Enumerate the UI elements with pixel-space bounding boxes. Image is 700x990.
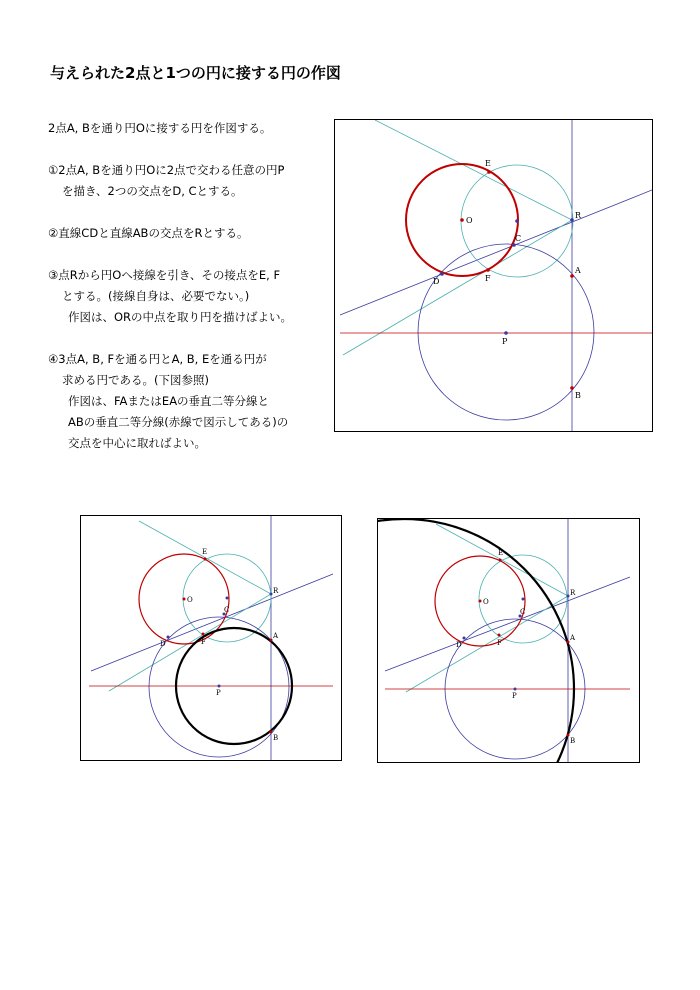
point-e (204, 558, 207, 561)
point-b (570, 386, 574, 390)
label-b: B (570, 737, 576, 745)
line-cd (385, 577, 630, 671)
gap (48, 139, 338, 160)
label-e: E (498, 549, 504, 557)
label-b: B (273, 734, 279, 742)
point-r (570, 218, 574, 222)
instruction-line: ②直線CDと直線ABの交点をRとする。 (48, 226, 249, 240)
instructions (48, 118, 338, 454)
tangent-line-e (375, 120, 572, 220)
point-f (202, 633, 205, 636)
label-e: E (485, 159, 491, 168)
gap (48, 202, 338, 223)
label-o: O (187, 596, 193, 604)
label-d: D (433, 277, 440, 286)
label-r: R (273, 587, 279, 595)
point-p (514, 688, 517, 691)
label-c: C (224, 606, 230, 614)
point-a (570, 274, 574, 278)
point-c (512, 243, 516, 247)
figure-solution-2-svg (378, 519, 639, 762)
point-d (463, 637, 466, 640)
line-cd (91, 574, 333, 671)
point-o (460, 218, 464, 222)
point-e (499, 559, 502, 562)
label-r: R (570, 589, 576, 597)
point-d (440, 272, 444, 276)
label-a: A (570, 634, 576, 642)
label-c: C (520, 608, 526, 616)
point-f (498, 634, 501, 637)
gap (48, 328, 338, 349)
label-a: A (575, 266, 581, 275)
point-mid (226, 597, 229, 600)
instruction-line: 作図は、ORの中点を取り円を描けばよい。 (68, 310, 293, 324)
figure-solution-1 (80, 515, 342, 761)
tangent-line-f (109, 594, 271, 691)
point-o (183, 598, 186, 601)
label-f: F (485, 274, 491, 283)
point-mid (515, 219, 519, 223)
instruction-line: ABの垂直二等分線(赤線で図示してある)の (68, 415, 289, 429)
point-d (167, 636, 170, 639)
tangent-line-f (406, 596, 568, 692)
point-o (479, 600, 482, 603)
page-title: 与えられた2点と1つの円に接する円の作図 (50, 64, 341, 82)
label-p: P (502, 337, 508, 346)
instruction-line: ③点Rから円Oへ接線を引き、その接点をE, F (48, 268, 281, 282)
instruction-line: ①2点A, Bを通り円Oに2点で交わる任意の円P (48, 163, 285, 177)
figure-solution-1-svg (81, 516, 341, 760)
instruction-line: ④3点A, B, Fを通る円とA, B, Eを通る円が (48, 352, 267, 366)
label-a: A (273, 632, 279, 640)
figure-construction (334, 119, 653, 432)
instruction-line: を描き、2つの交点をD, Cとする。 (62, 184, 243, 198)
figure-solution-2 (377, 518, 640, 763)
label-p: P (512, 692, 517, 700)
point-e (487, 170, 491, 174)
label-c: C (515, 234, 522, 243)
label-f: F (497, 639, 502, 647)
label-f: F (201, 638, 206, 646)
answer-circle (378, 519, 574, 762)
gap (48, 244, 338, 265)
label-r: R (575, 211, 582, 220)
instruction-line: 交点を中心に取ればよい。 (68, 436, 206, 450)
tangent-line-f (343, 220, 572, 355)
instruction-line: とする。(接線自身は、必要でない。) (62, 289, 250, 303)
label-o: O (483, 598, 489, 606)
label-e: E (202, 548, 208, 556)
figure-construction-svg (335, 120, 652, 431)
label-o: O (466, 216, 473, 225)
point-p (504, 331, 508, 335)
label-d: D (456, 641, 462, 649)
point-f (486, 268, 490, 272)
label-b: B (575, 391, 581, 400)
instruction-line: 作図は、FAまたはEAの垂直二等分線と (68, 394, 270, 408)
label-d: D (160, 640, 166, 648)
line-cd (340, 190, 652, 315)
instruction-line: 2点A, Bを通り円Oに接する円を作図する。 (48, 121, 272, 135)
instruction-line: 求める円である。(下図参照) (62, 373, 209, 387)
point-mid (522, 598, 525, 601)
point-p (218, 685, 221, 688)
label-p: P (216, 689, 221, 697)
